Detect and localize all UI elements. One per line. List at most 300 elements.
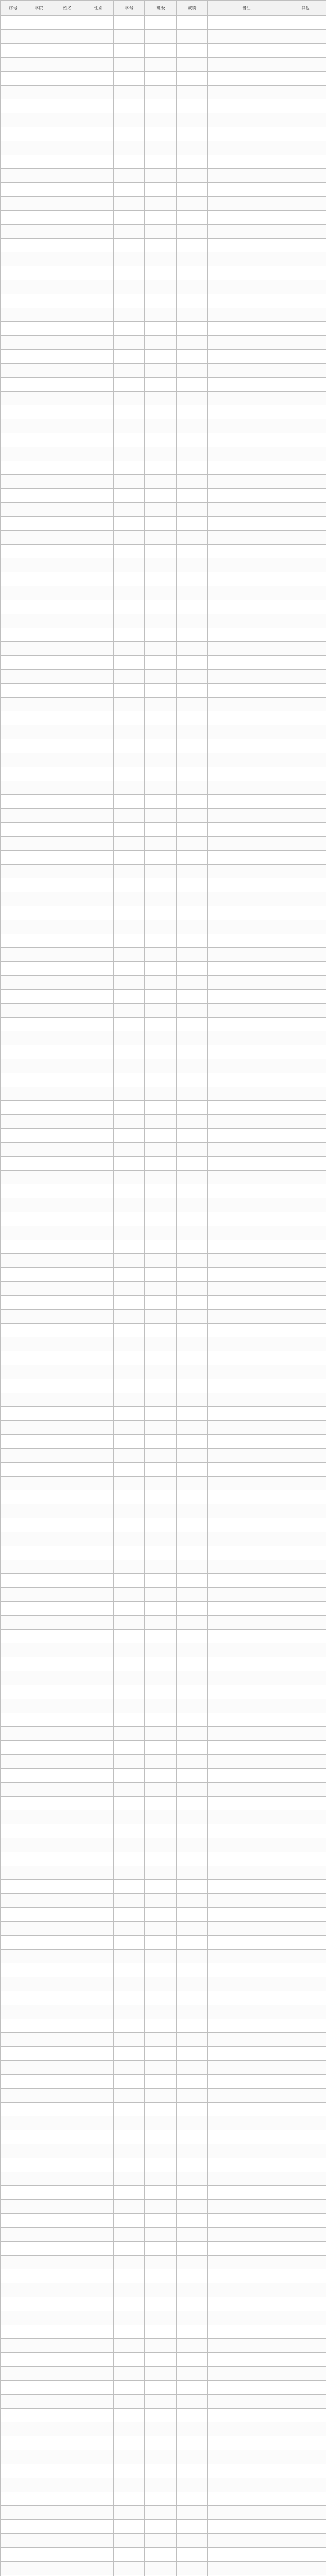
empty-cell	[177, 934, 208, 948]
empty-cell	[114, 572, 145, 586]
empty-cell	[177, 2562, 208, 2575]
empty-cell	[26, 308, 52, 322]
empty-cell	[114, 1797, 145, 1810]
empty-cell	[1, 2144, 26, 2158]
empty-cell	[1, 419, 26, 433]
empty-cell	[208, 739, 285, 753]
empty-cell	[26, 1310, 52, 1324]
empty-cell	[52, 155, 83, 169]
empty-cell	[52, 1950, 83, 1963]
empty-cell	[52, 266, 83, 280]
empty-cell	[1, 684, 26, 698]
empty-cell	[26, 1073, 52, 1087]
empty-cell	[114, 1324, 145, 1337]
empty-cell	[285, 1226, 326, 1240]
empty-cell	[177, 1838, 208, 1852]
empty-cell	[114, 2436, 145, 2450]
empty-cell	[26, 1184, 52, 1198]
empty-cell	[177, 2200, 208, 2214]
empty-cell	[177, 350, 208, 364]
empty-cell	[208, 2325, 285, 2339]
empty-cell	[1, 586, 26, 600]
empty-cell	[145, 2520, 177, 2534]
empty-cell	[208, 1922, 285, 1936]
empty-cell	[145, 2409, 177, 2422]
empty-cell	[26, 1713, 52, 1727]
empty-cell	[83, 1574, 114, 1588]
empty-cell	[208, 1351, 285, 1365]
empty-cell	[285, 2409, 326, 2422]
empty-cell	[145, 2283, 177, 2297]
empty-cell	[208, 2269, 285, 2283]
empty-cell	[26, 489, 52, 503]
empty-cell	[52, 225, 83, 239]
empty-cell	[285, 739, 326, 753]
empty-cell	[285, 1936, 326, 1950]
empty-cell	[52, 1602, 83, 1616]
empty-row	[1, 127, 326, 141]
empty-cell	[83, 1365, 114, 1379]
column-header: 成绩	[177, 1, 208, 16]
empty-cell	[26, 1129, 52, 1143]
empty-cell	[1, 99, 26, 113]
empty-cell	[285, 1602, 326, 1616]
empty-cell	[114, 878, 145, 892]
empty-cell	[145, 2353, 177, 2367]
empty-cell	[177, 1184, 208, 1198]
empty-cell	[83, 1184, 114, 1198]
empty-cell	[208, 1977, 285, 1991]
empty-cell	[52, 1101, 83, 1115]
empty-cell	[208, 2158, 285, 2172]
empty-cell	[26, 1588, 52, 1602]
empty-row	[1, 1379, 326, 1393]
empty-cell	[52, 795, 83, 809]
empty-cell	[52, 558, 83, 572]
empty-cell	[52, 211, 83, 225]
empty-cell	[83, 252, 114, 266]
empty-cell	[145, 906, 177, 920]
empty-cell	[1, 837, 26, 851]
empty-cell	[83, 2562, 114, 2575]
empty-cell	[114, 1657, 145, 1671]
empty-cell	[83, 294, 114, 308]
empty-cell	[114, 1379, 145, 1393]
empty-cell	[145, 572, 177, 586]
column-header: 其他	[285, 1, 326, 16]
empty-cell	[83, 795, 114, 809]
empty-cell	[114, 280, 145, 294]
empty-cell	[114, 155, 145, 169]
empty-cell	[145, 1880, 177, 1894]
empty-row	[1, 489, 326, 503]
empty-cell	[285, 197, 326, 211]
empty-cell	[26, 1783, 52, 1797]
empty-cell	[52, 1268, 83, 1282]
empty-cell	[285, 2033, 326, 2047]
empty-cell	[177, 1755, 208, 1769]
empty-cell	[26, 2283, 52, 2297]
empty-cell	[114, 1518, 145, 1532]
empty-cell	[145, 1296, 177, 1310]
empty-cell	[83, 2033, 114, 2047]
empty-cell	[26, 2506, 52, 2520]
empty-cell	[1, 1755, 26, 1769]
empty-cell	[208, 58, 285, 72]
empty-cell	[52, 461, 83, 475]
empty-row	[1, 2269, 326, 2283]
empty-cell	[285, 1059, 326, 1073]
empty-cell	[114, 1574, 145, 1588]
empty-cell	[114, 531, 145, 545]
empty-cell	[177, 2103, 208, 2116]
empty-cell	[285, 1365, 326, 1379]
empty-cell	[208, 670, 285, 684]
empty-cell	[177, 1922, 208, 1936]
empty-cell	[52, 1212, 83, 1226]
empty-cell	[177, 1963, 208, 1977]
empty-cell	[208, 1018, 285, 1031]
empty-cell	[285, 1324, 326, 1337]
empty-cell	[177, 2450, 208, 2464]
empty-cell	[285, 892, 326, 906]
empty-cell	[1, 1310, 26, 1324]
empty-cell	[83, 642, 114, 656]
empty-cell	[177, 2116, 208, 2130]
empty-cell	[177, 266, 208, 280]
empty-row	[1, 1059, 326, 1073]
empty-cell	[1, 1184, 26, 1198]
empty-cell	[1, 1518, 26, 1532]
empty-cell	[114, 2172, 145, 2186]
empty-cell	[285, 1824, 326, 1838]
empty-cell	[285, 2200, 326, 2214]
empty-cell	[52, 405, 83, 419]
empty-cell	[26, 1463, 52, 1477]
empty-cell	[26, 1838, 52, 1852]
empty-cell	[208, 1699, 285, 1713]
empty-row	[1, 962, 326, 976]
empty-cell	[145, 614, 177, 628]
empty-cell	[145, 1310, 177, 1324]
empty-cell	[285, 419, 326, 433]
empty-row	[1, 2492, 326, 2506]
empty-cell	[285, 753, 326, 767]
empty-cell	[83, 1059, 114, 1073]
empty-cell	[52, 1727, 83, 1741]
empty-cell	[285, 990, 326, 1004]
empty-row	[1, 823, 326, 837]
empty-cell	[285, 16, 326, 30]
empty-cell	[26, 1950, 52, 1963]
empty-cell	[52, 1797, 83, 1810]
empty-cell	[145, 378, 177, 392]
empty-cell	[145, 670, 177, 684]
empty-cell	[26, 795, 52, 809]
empty-cell	[114, 489, 145, 503]
empty-cell	[177, 44, 208, 58]
empty-cell	[83, 1755, 114, 1769]
empty-cell	[285, 1212, 326, 1226]
empty-cell	[208, 809, 285, 823]
empty-cell	[1, 58, 26, 72]
empty-cell	[177, 503, 208, 517]
empty-cell	[52, 823, 83, 837]
empty-cell	[26, 1059, 52, 1073]
empty-cell	[208, 2256, 285, 2269]
empty-cell	[26, 865, 52, 878]
empty-cell	[177, 656, 208, 670]
empty-cell	[83, 2450, 114, 2464]
empty-cell	[208, 1630, 285, 1643]
empty-cell	[83, 1866, 114, 1880]
empty-cell	[177, 1004, 208, 1018]
empty-cell	[177, 2186, 208, 2200]
empty-cell	[26, 698, 52, 711]
empty-cell	[145, 2311, 177, 2325]
empty-cell	[52, 1838, 83, 1852]
empty-cell	[114, 2103, 145, 2116]
empty-cell	[208, 1616, 285, 1630]
empty-cell	[285, 2186, 326, 2200]
empty-cell	[114, 30, 145, 44]
empty-cell	[145, 1783, 177, 1797]
empty-cell	[177, 433, 208, 447]
empty-cell	[145, 2172, 177, 2186]
empty-cell	[1, 2172, 26, 2186]
empty-cell	[26, 545, 52, 558]
empty-cell	[114, 1894, 145, 1908]
empty-cell	[1, 1477, 26, 1490]
empty-cell	[145, 1171, 177, 1184]
empty-cell	[52, 16, 83, 30]
empty-cell	[1, 2200, 26, 2214]
empty-cell	[208, 16, 285, 30]
empty-cell	[26, 1143, 52, 1157]
empty-cell	[114, 920, 145, 934]
empty-cell	[177, 1991, 208, 2005]
empty-cell	[208, 2047, 285, 2061]
empty-cell	[177, 1310, 208, 1324]
empty-cell	[208, 600, 285, 614]
empty-cell	[26, 1866, 52, 1880]
empty-cell	[208, 1643, 285, 1657]
empty-cell	[285, 837, 326, 851]
empty-cell	[285, 225, 326, 239]
empty-cell	[145, 1560, 177, 1574]
empty-cell	[1, 461, 26, 475]
empty-cell	[52, 419, 83, 433]
empty-cell	[208, 239, 285, 252]
empty-cell	[1, 1504, 26, 1518]
empty-cell	[1, 920, 26, 934]
empty-cell	[285, 1908, 326, 1922]
empty-cell	[285, 920, 326, 934]
empty-cell	[177, 86, 208, 99]
empty-cell	[208, 1045, 285, 1059]
empty-cell	[285, 1977, 326, 1991]
empty-cell	[83, 447, 114, 461]
empty-cell	[83, 225, 114, 239]
empty-cell	[208, 1685, 285, 1699]
empty-cell	[52, 1463, 83, 1477]
empty-cell	[177, 711, 208, 725]
empty-cell	[208, 392, 285, 405]
empty-cell	[83, 419, 114, 433]
empty-cell	[285, 865, 326, 878]
empty-cell	[1, 2019, 26, 2033]
empty-row	[1, 1282, 326, 1296]
empty-cell	[114, 2325, 145, 2339]
empty-cell	[208, 2506, 285, 2520]
empty-cell	[208, 2089, 285, 2103]
empty-cell	[52, 2297, 83, 2311]
empty-cell	[285, 2520, 326, 2534]
empty-cell	[145, 586, 177, 600]
empty-cell	[52, 30, 83, 44]
empty-cell	[145, 1379, 177, 1393]
empty-cell	[52, 739, 83, 753]
empty-cell	[83, 1449, 114, 1463]
empty-cell	[114, 211, 145, 225]
empty-cell	[1, 2520, 26, 2534]
empty-cell	[285, 2297, 326, 2311]
empty-cell	[52, 1588, 83, 1602]
empty-row	[1, 2562, 326, 2575]
empty-cell	[83, 572, 114, 586]
empty-cell	[145, 2381, 177, 2395]
empty-cell	[285, 558, 326, 572]
empty-cell	[1, 739, 26, 753]
empty-cell	[145, 1574, 177, 1588]
empty-cell	[83, 2311, 114, 2325]
empty-cell	[1, 753, 26, 767]
empty-row	[1, 155, 326, 169]
empty-cell	[52, 1546, 83, 1560]
empty-cell	[285, 1560, 326, 1574]
empty-cell	[177, 127, 208, 141]
empty-cell	[285, 2492, 326, 2506]
empty-cell	[1, 169, 26, 183]
empty-row	[1, 531, 326, 545]
empty-row	[1, 2311, 326, 2325]
empty-cell	[208, 2297, 285, 2311]
empty-cell	[285, 1045, 326, 1059]
empty-cell	[145, 1852, 177, 1866]
empty-cell	[83, 2464, 114, 2478]
empty-cell	[1, 1268, 26, 1282]
empty-cell	[177, 2172, 208, 2186]
empty-cell	[26, 2311, 52, 2325]
empty-row	[1, 1769, 326, 1783]
empty-cell	[83, 2283, 114, 2297]
empty-cell	[208, 1254, 285, 1268]
empty-cell	[1, 1045, 26, 1059]
empty-cell	[52, 781, 83, 795]
empty-cell	[26, 1337, 52, 1351]
empty-cell	[52, 2381, 83, 2395]
empty-cell	[145, 2548, 177, 2562]
empty-cell	[1, 531, 26, 545]
empty-cell	[208, 1226, 285, 1240]
empty-cell	[145, 1727, 177, 1741]
empty-cell	[26, 1977, 52, 1991]
empty-cell	[114, 767, 145, 781]
empty-cell	[208, 990, 285, 1004]
empty-cell	[145, 642, 177, 656]
empty-cell	[285, 113, 326, 127]
empty-cell	[145, 2492, 177, 2506]
empty-cell	[114, 2283, 145, 2297]
empty-cell	[83, 405, 114, 419]
empty-cell	[52, 1115, 83, 1129]
empty-cell	[83, 2242, 114, 2256]
empty-cell	[52, 600, 83, 614]
empty-cell	[285, 1657, 326, 1671]
empty-cell	[177, 545, 208, 558]
empty-row	[1, 1671, 326, 1685]
empty-cell	[83, 1393, 114, 1407]
empty-cell	[26, 2130, 52, 2144]
empty-cell	[83, 2422, 114, 2436]
empty-cell	[26, 280, 52, 294]
empty-cell	[208, 308, 285, 322]
empty-cell	[52, 1365, 83, 1379]
empty-cell	[83, 1852, 114, 1866]
empty-row	[1, 878, 326, 892]
empty-cell	[26, 1518, 52, 1532]
empty-cell	[26, 2520, 52, 2534]
empty-row	[1, 656, 326, 670]
empty-cell	[285, 711, 326, 725]
empty-cell	[52, 1240, 83, 1254]
empty-cell	[177, 2297, 208, 2311]
empty-cell	[145, 1838, 177, 1852]
empty-cell	[1, 1435, 26, 1449]
empty-cell	[145, 2033, 177, 2047]
empty-cell	[177, 2381, 208, 2395]
empty-cell	[208, 906, 285, 920]
empty-cell	[1, 197, 26, 211]
empty-cell	[52, 280, 83, 294]
empty-row	[1, 280, 326, 294]
empty-cell	[52, 684, 83, 698]
empty-cell	[114, 1337, 145, 1351]
empty-cell	[114, 1602, 145, 1616]
empty-row	[1, 851, 326, 865]
empty-cell	[1, 2339, 26, 2353]
empty-cell	[285, 2242, 326, 2256]
empty-cell	[26, 1699, 52, 1713]
empty-cell	[83, 739, 114, 753]
empty-cell	[208, 2409, 285, 2422]
empty-cell	[208, 1463, 285, 1477]
empty-cell	[1, 2548, 26, 2562]
empty-cell	[145, 2269, 177, 2283]
empty-cell	[52, 725, 83, 739]
empty-cell	[83, 58, 114, 72]
empty-cell	[114, 1838, 145, 1852]
empty-cell	[208, 127, 285, 141]
empty-cell	[26, 2422, 52, 2436]
empty-cell	[1, 1769, 26, 1783]
empty-cell	[83, 1087, 114, 1101]
empty-cell	[285, 628, 326, 642]
empty-cell	[83, 767, 114, 781]
empty-cell	[145, 252, 177, 266]
empty-cell	[52, 2464, 83, 2478]
empty-cell	[177, 823, 208, 837]
